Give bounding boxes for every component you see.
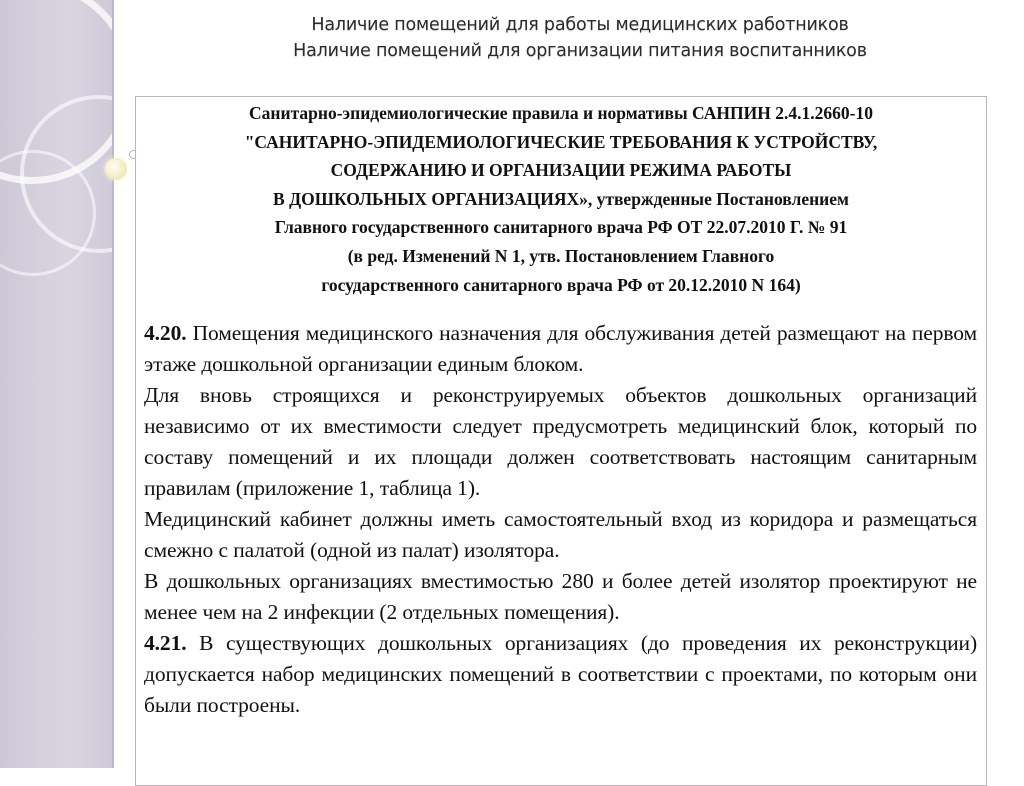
paragraph-text: Медицинский кабинет должны иметь самостоятельный вход из коридора и размещаться смежно с палатой (одной из палат) изолятора. [144, 507, 977, 562]
slide-header [150, 12, 1010, 64]
document-body [144, 318, 977, 721]
document-title [144, 99, 978, 299]
paragraph-4-21 [144, 628, 977, 721]
title-line: СОДЕРЖАНИЮ И ОРГАНИЗАЦИИ РЕЖИМА РАБОТЫ [330, 160, 792, 181]
clause-number: 4.20. [144, 321, 187, 345]
header-line-medical-rooms: Наличие помещений для работы медицинских работников [311, 15, 849, 35]
title-line: В ДОШКОЛЬНЫХ ОРГАНИЗАЦИЯХ», утвержденные Постановлением [273, 188, 849, 209]
clause-number: 4.21. [144, 631, 187, 655]
title-line: (в ред. Изменений N 1, утв. Постановлением Главного [347, 245, 775, 266]
paragraph-text: В дошкольных организациях вместимостью 280 и более детей изолятор проектируют не менее чем на 2 инфекции (2 отдельных помещения). [144, 569, 977, 624]
paragraph-isolator [144, 566, 977, 628]
paragraph-medical-office [144, 504, 977, 566]
header-line-catering-rooms: Наличие помещений для организации питания воспитанников [293, 41, 867, 61]
paragraph-text: Для вновь строящихся и реконструируемых объектов дошкольных организаций независимо от их вместимости следует предусмотреть медицинский блок, который по составу помещений и их площади должен соответствовать настоящим санитарным правилам (приложение 1, таблица 1). [144, 383, 977, 500]
paragraph-text: Помещения медицинского назначения для обслуживания детей размещают на первом этаже дошкольной организации единым блоком. [144, 321, 977, 376]
document-content-box [135, 96, 987, 786]
title-line: Санитарно-эпидемиологические правила и нормативы САНПИН 2.4.1.2660-10 [249, 103, 873, 123]
paragraph-text: В существующих дошкольных организациях (до проведения их реконструкции) допускается набор медицинских помещений в соответствии с проектами, по которым они были построены. [144, 631, 977, 717]
paragraph-new-buildings [144, 380, 977, 504]
title-line: государственного санитарного врача РФ от 20.12.2010 N 164) [321, 274, 801, 295]
decorative-glow-dot [105, 158, 127, 180]
decorative-side-band [0, 0, 112, 768]
side-band-edge [112, 0, 114, 768]
title-line: Главного государственного санитарного врача РФ ОТ 22.07.2010 Г. № 91 [274, 217, 848, 238]
paragraph-4-20 [144, 318, 977, 380]
title-line: "САНИТАРНО-ЭПИДЕМИОЛОГИЧЕСКИЕ ТРЕБОВАНИЯ К УСТРОЙСТВУ, [244, 131, 878, 152]
